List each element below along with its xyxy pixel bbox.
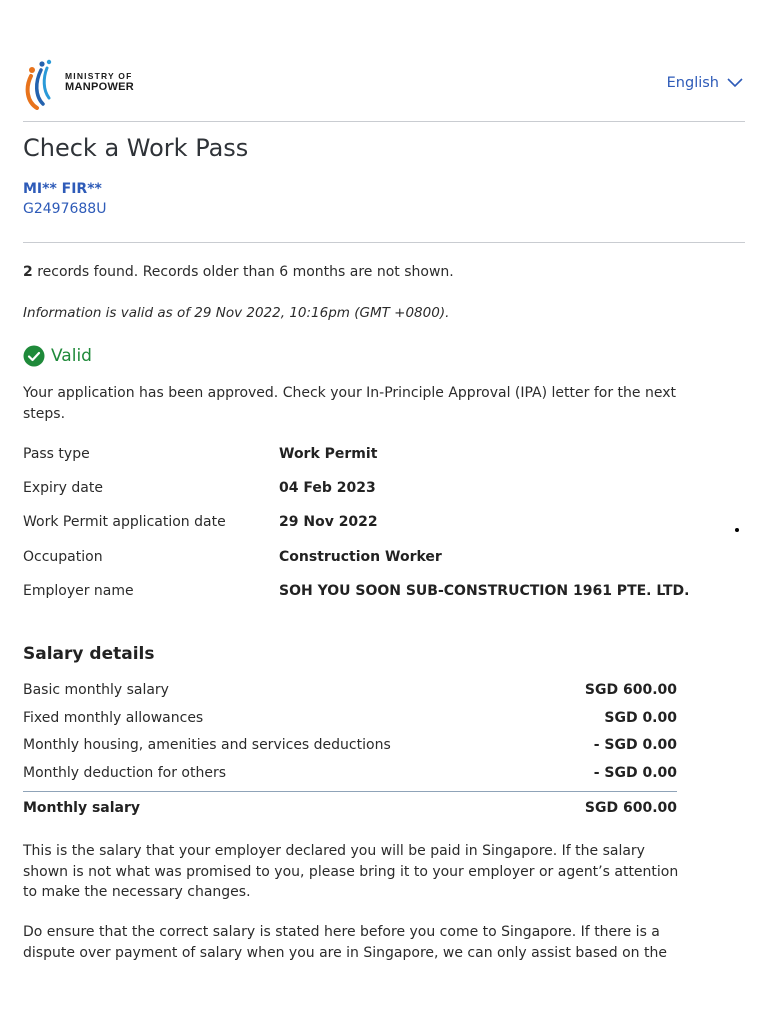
salary-row-basic [23,682,677,702]
detail-value: 29 Nov 2022 [279,514,378,530]
salary-label: Monthly deduction for others [23,765,227,781]
site-header [23,58,745,114]
status-badge [23,345,92,367]
holder-id: G2497688U [23,201,107,217]
salary-label: Fixed monthly allowances [23,710,204,726]
salary-value: - SGD 0.00 [593,765,677,781]
salary-value: - SGD 0.00 [593,737,677,753]
detail-row-expiry-date [23,480,723,500]
mom-logo-icon [23,58,65,110]
holder-name: MI** FIR** [23,181,102,197]
logo-line2: MANPOWER [65,81,135,93]
logo-wordmark [65,71,134,93]
salary-total-row [23,800,677,816]
salary-note-2: Do ensure that the correct salary is stated here before you come to Singapore. If there is a dispute over payment of salary when you are in Singapore, we can only assist based on the [23,924,667,961]
language-label: English [666,75,719,91]
detail-row-pass-type [23,446,723,466]
salary-row-housing-deductions [23,737,677,757]
salary-total-label: Monthly salary [23,800,141,816]
detail-value: Work Permit [279,446,378,462]
records-summary [23,264,454,280]
records-count: 2 [23,264,33,280]
salary-label: Monthly housing, amenities and services deductions [23,737,391,753]
salary-value: SGD 600.00 [584,682,677,698]
header-divider [23,121,745,122]
detail-label: Occupation [23,549,103,565]
chevron-down-icon [727,78,743,88]
logo-line1: MINISTRY OF [65,71,133,81]
detail-value: Construction Worker [279,549,442,565]
validity-note: Information is valid as of 29 Nov 2022, 10:16pm (GMT +0800). [23,305,450,321]
detail-row-occupation [23,549,723,569]
status-label: Valid [51,346,92,366]
detail-label: Work Permit application date [23,514,226,530]
salary-total-value: SGD 600.00 [584,800,677,816]
records-text: records found. Records older than 6 months are not shown. [32,264,454,280]
section-divider [23,242,745,243]
salary-label: Basic monthly salary [23,682,169,698]
page-title: Check a Work Pass [23,134,249,162]
detail-row-employer-name [23,583,723,603]
mom-logo[interactable] [23,58,143,110]
detail-label: Employer name [23,583,134,599]
salary-row-allowances [23,710,677,730]
status-message: Your application has been approved. Check your In-Principle Approval (IPA) letter for the next steps. [23,385,676,422]
salary-section-title: Salary details [23,644,155,664]
language-selector[interactable] [667,75,743,91]
check-circle-icon [23,345,45,367]
salary-row-other-deductions [23,765,677,785]
salary-divider [23,791,677,792]
stray-dot [735,528,739,532]
detail-label: Expiry date [23,480,103,496]
salary-note-1: This is the salary that your employer declared you will be paid in Singapore. If the salary shown is not what was promised to you, please bring it to your employer or agent’s attention to make the necessary changes. [23,843,679,900]
detail-value: SOH YOU SOON SUB-CONSTRUCTION 1961 PTE. LTD. [279,583,690,599]
detail-label: Pass type [23,446,90,462]
salary-value: SGD 0.00 [604,710,677,726]
detail-row-application-date [23,514,723,534]
detail-value: 04 Feb 2023 [279,480,376,496]
